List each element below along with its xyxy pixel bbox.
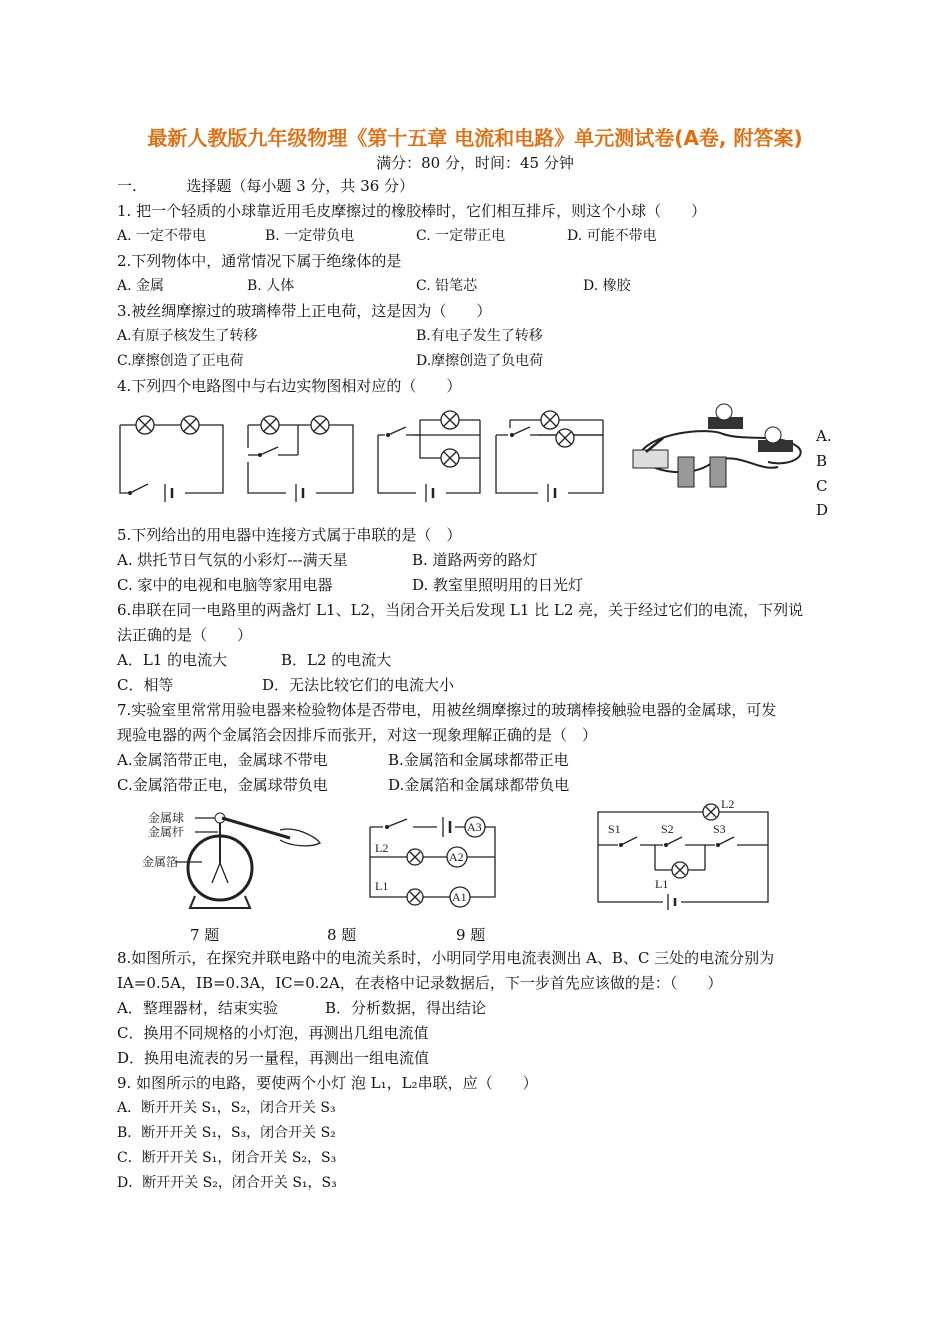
q4-option-a: A. [816, 427, 832, 445]
q2-option-c: C. 铅笔芯 [416, 278, 478, 294]
label-l2: L2 [375, 841, 389, 855]
q7-option-a: A.金属箔带正电，金属球不带电 [117, 751, 328, 769]
q9-option-b: B．断开开关 S₁，S₃，闭合开关 S₂ [117, 1125, 336, 1141]
q7-electroscope-figure [140, 808, 340, 913]
label-a2: A2 [449, 850, 464, 864]
q7-stem-line1: 7.实验室里常常用验电器来检验物体是否带电，用被丝绸摩擦过的玻璃棒接触验电器的金属球，可发 [117, 701, 777, 719]
q3-stem: 3.被丝绸摩擦过的玻璃棒带上正电荷，这是因为（ ） [117, 302, 492, 320]
page-title: 最新人教版九年级物理《第十五章 电流和电路》单元测试卷(A卷, 附答案) [147, 126, 803, 150]
q1-option-c: C. 一定带正电 [416, 228, 506, 244]
q9-option-d: D．断开开关 S₂，闭合开关 S₁，S₃ [117, 1175, 337, 1191]
q7-option-d: D.金属箔和金属球都带负电 [388, 776, 570, 794]
section-heading [117, 176, 414, 196]
q6-option-d: D．无法比较它们的电流大小 [262, 676, 455, 694]
q2-option-d: D. 橡胶 [583, 278, 631, 294]
section-number: 一. [117, 177, 137, 195]
q8-option-b: B．分析数据，得出结论 [325, 999, 487, 1017]
q7-stem-line2: 现验电器的两个金属箔会因排斥而张开，对这一现象理解正确的是（ ） [117, 726, 598, 744]
q1-stem: 1. 把一个轻质的小球靠近用毛皮摩擦过的橡胶棒时，它们相互排斥，则这个小球（ ） [117, 202, 707, 220]
q8-circuit-figure [365, 812, 505, 912]
label-metal-rod: 金属杆 [148, 825, 185, 839]
q2-option-a: A. 金属 [117, 278, 165, 294]
label-a1: A1 [452, 890, 467, 904]
q3-option-a: A.有原子核发生了转移 [117, 328, 258, 344]
q8-option-d: D．换用电流表的另一量程，再测出一组电流值 [117, 1049, 430, 1067]
q7-option-b: B.金属箔和金属球都带正电 [388, 751, 569, 769]
q4-circuit-c [378, 411, 480, 502]
q4-option-c: C [816, 477, 828, 495]
q4-circuit-diagrams [110, 400, 610, 510]
q1-option-b: B. 一定带负电 [265, 228, 355, 244]
q5-option-b: B. 道路两旁的路灯 [412, 551, 538, 569]
q6-option-b: B．L2 的电流大 [281, 651, 392, 669]
q5-option-a: A. 烘托节日气氛的小彩灯---满天星 [117, 551, 348, 569]
q7-option-c: C.金属箔带正电，金属球带负电 [117, 776, 328, 794]
q8-option-c: C．换用不同规格的小灯泡，再测出几组电流值 [117, 1024, 429, 1042]
q4-circuit-d [496, 411, 603, 502]
page-subtitle: 满分：80 分，时间：45 分钟 [376, 154, 574, 172]
q1-option-d: D. 可能不带电 [567, 228, 657, 244]
q6-option-c: C．相等 [117, 676, 174, 694]
label-s1: S1 [608, 822, 621, 836]
q5-option-c: C. 家中的电视和电脑等家用电器 [117, 576, 333, 594]
label-l1: L1 [655, 877, 669, 891]
label-metal-foil: 金属箔 [142, 855, 179, 869]
q4-physical-circuit-photo [628, 402, 813, 492]
q3-option-d: D.摩擦创造了负电荷 [416, 353, 544, 369]
q4-option-d: D [816, 501, 829, 519]
q9-option-a: A．断开开关 S₁，S₂，闭合开关 S₃ [117, 1100, 336, 1116]
label-a3: A3 [467, 820, 482, 834]
q9-stem: 9. 如图所示的电路，要使两个小灯 泡 L₁，L₂串联，应（ ） [117, 1074, 538, 1092]
q8-option-a: A．整理器材，结束实验 [117, 999, 278, 1017]
q8-stem-line2: IA=0.5A，IB=0.3A，IC=0.2A，在表格中记录数据后，下一步首先应该做的是：（ ） [117, 974, 723, 992]
q5-option-d: D. 教室里照明用的日光灯 [412, 576, 584, 594]
q6-stem-line2: 法正确的是（ ） [117, 626, 253, 644]
q6-stem-line1: 6.串联在同一电路里的两盏灯 L1、L2，当闭合开关后发现 L1 比 L2 亮，关于经过它们的电流，下列说 [117, 601, 804, 619]
label-metal-ball: 金属球 [148, 811, 185, 825]
section-title: 选择题（每小题 3 分，共 36 分） [186, 177, 415, 195]
q6-option-a: A．L1 的电流大 [117, 651, 228, 669]
label-l1: L1 [375, 879, 389, 893]
q9-option-c: C．断开开关 S₁，闭合开关 S₂，S₃ [117, 1150, 337, 1166]
caption-fig9: 9 题 [456, 926, 486, 944]
q4-stem: 4.下列四个电路图中与右边实物图相对应的（ ） [117, 377, 462, 395]
caption-fig7: 7 题 [190, 926, 220, 944]
q8-stem-line1: 8.如图所示，在探究并联电路中的电流关系时，小明同学用电流表测出 A、B、C 三处的电流分别为 [117, 949, 775, 967]
q4-circuit-b [245, 416, 353, 502]
q3-option-b: B.有电子发生了转移 [416, 328, 543, 344]
q3-option-c: C.摩擦创造了正电荷 [117, 353, 244, 369]
label-s2: S2 [661, 822, 674, 836]
q4-option-b: B [816, 452, 828, 470]
q2-stem: 2.下列物体中，通常情况下属于绝缘体的是 [117, 252, 402, 270]
q9-circuit-figure [593, 797, 778, 910]
caption-fig8: 8 题 [327, 926, 357, 944]
label-s3: S3 [713, 822, 726, 836]
q2-option-b: B. 人体 [247, 278, 295, 294]
q4-circuit-a [120, 416, 223, 502]
q5-stem: 5.下列给出的用电器中连接方式属于串联的是（ ） [117, 526, 462, 544]
q1-option-a: A. 一定不带电 [117, 228, 207, 244]
label-l2: L2 [721, 797, 735, 811]
